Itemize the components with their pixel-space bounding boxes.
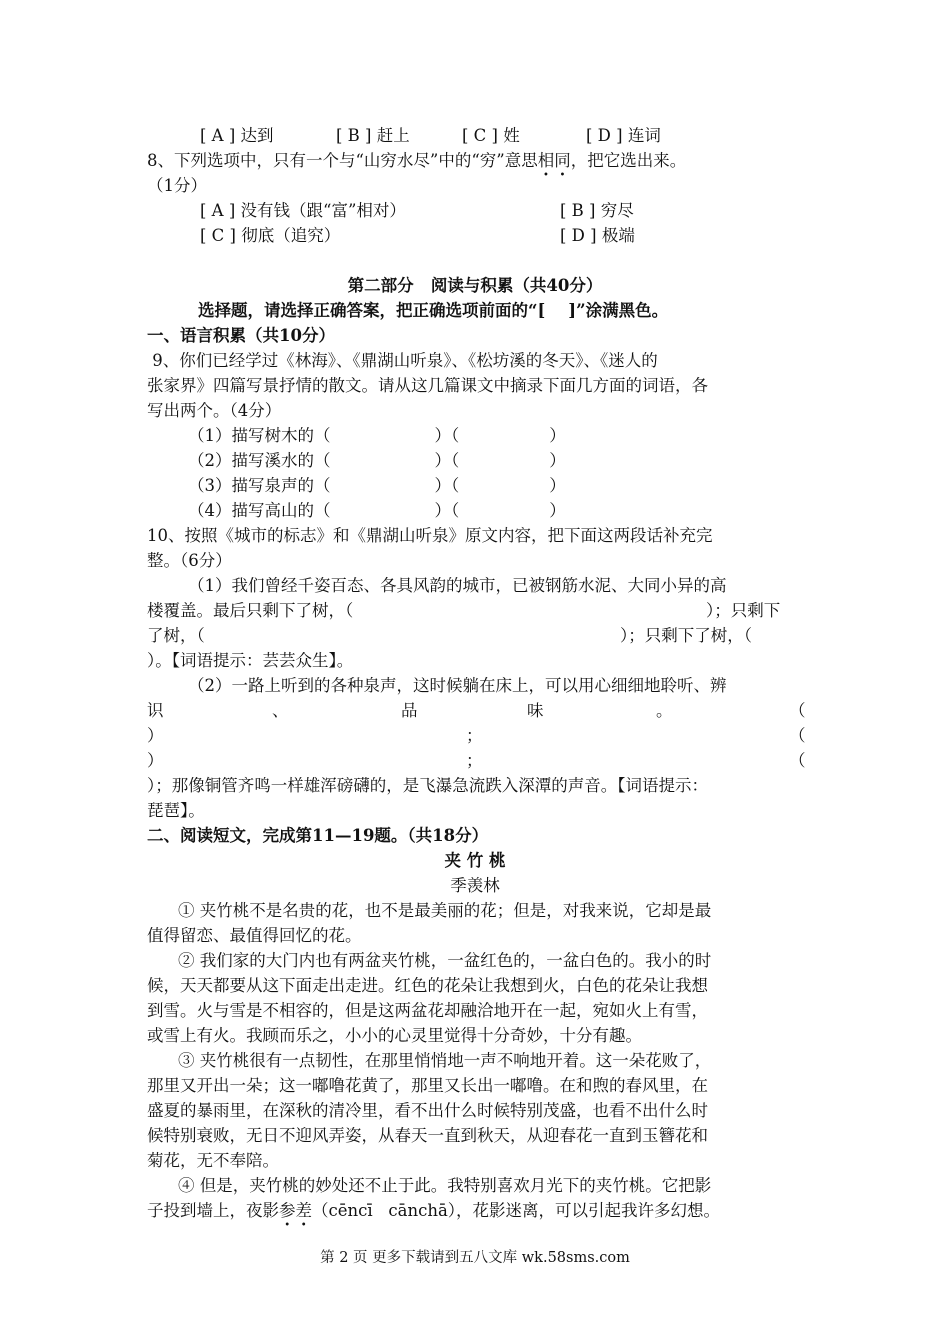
para4-line-1: ④ 但是，夹竹桃的妙处还不止于此。我特别喜欢月光下的夹竹桃。它把影 [178,1176,712,1195]
q8-option-a[interactable]: [ A ] 没有钱（跟“富”相对） [200,201,406,220]
para2-line-1: ② 我们家的大门内也有两盆夹竹桃，一盆红色的，一盆白色的。我小的时 [178,951,712,970]
q7-option-d[interactable]: [ D ] 连词 [586,126,661,145]
q9-item-2: （2）描写溪水的（ ）（ ） [188,451,566,470]
q10-line-2: 整。（6分） [147,551,232,570]
para4-emphasis-char-1: 参 [279,1201,296,1220]
q10-p1-line-3a: 了树，（ [147,626,205,645]
q9-line-1: 9、你们已经学过《林海》、《鼎湖山听泉》、《松坊溪的冬天》、《迷人的 [147,351,658,370]
para3-line-4: 候特别衰败，无日不迎风弄姿，从春天一直到秋天，从迎春花一直到玉簪花和 [147,1126,708,1145]
q10-p2-l4-1: ） [147,751,164,770]
q7-option-b[interactable]: [ B ] 赶上 [336,126,410,145]
passage-title: 夹 竹 桃 [444,851,506,870]
q10-p1-line-3b: ）；只剩下了树，（ [620,626,752,645]
q8-score: （1分） [147,176,207,195]
section2-heading: 二、阅读短文，完成第11—19题。（共18分） [147,826,489,845]
q8-stem [147,149,686,173]
q10-p2-l3-1: ） [147,726,164,745]
para1-line-2: 值得留恋、最值得回忆的花。 [147,926,362,945]
q10-p2-l3-2: ； [466,726,483,745]
part2-instruction: 选择题，请选择正确答案，把正确选项前面的“[ ]”涂满黑色。 [198,301,669,320]
para1-line-1: ① 夹竹桃不是名贵的花，也不是最美丽的花；但是，对我来说，它却是最 [178,901,712,920]
part2-title: 第二部分 阅读与积累（共40分） [347,276,603,295]
q9-item-4: （4）描写高山的（ ）（ ） [188,501,566,520]
q10-p1-line-1: （1）我们曾经千姿百态、各具风韵的城市，已被钢筋水泥、大同小异的高 [188,576,727,595]
q10-p2-l4-3: （ [789,751,806,770]
q10-p1-line-4: ）。【词语提示：芸芸众生】。 [147,651,354,670]
q10-p1-line-2a: 楼覆盖。最后只剩下了树，（ [147,601,354,620]
para2-line-4: 或雪上有火。我顾而乐之，小小的心灵里觉得十分奇妙，十分有趣。 [147,1026,642,1045]
q8-emphasis-char-2: 同 [554,151,571,170]
para4-emphasis-char-2: 差 [295,1201,312,1220]
q8-option-c[interactable]: [ C ] 彻底（追究） [200,226,341,245]
para2-line-2: 候，天天都要从这下面走出走进。红色的花朵让我想到火，白色的花朵让我想 [147,976,708,995]
q10-p2-l2-6: （ [789,701,806,720]
q7-option-c[interactable]: [ C ] 姓 [462,126,520,145]
q10-p2-l2-5: 。 [656,701,673,720]
q9-line-2: 张家界》四篇写景抒情的散文。请从这几篇课文中摘录下面几方面的词语，各 [147,376,708,395]
q8-option-b[interactable]: [ B ] 穷尽 [560,201,634,220]
q10-p2-line-1: （2）一路上听到的各种泉声，这时候躺在床上，可以用心细细地聆听、辨 [188,676,727,695]
q8-emphasis-char-1: 相 [537,151,555,170]
q10-p2-line-6: 琵琶】。 [147,801,205,820]
q10-line-1: 10、按照《城市的标志》和《鼎湖山听泉》原文内容，把下面这两段话补充完 [147,526,713,545]
q7-option-a[interactable]: [ A ] 达到 [200,126,274,145]
para3-line-3: 盛夏的暴雨里，在深秋的清冷里，看不出什么时候特别茂盛，也看不出什么时 [147,1101,708,1120]
q10-p2-l4-2: ； [466,751,483,770]
para4-line-2: 子投到墙上，夜影参差（cēncī cānchā），花影迷离，可以引起我许多幻想。 [147,1201,721,1220]
q8-stem-before: 8、下列选项中，只有一个与“山穷水尽”中的“穷”意思 [147,151,538,170]
q10-p2-l2-1: 识 [147,701,164,720]
q10-p1-line-2b: ）；只剩下 [706,601,781,620]
q8-stem-after: ，把它选出来。 [570,151,687,170]
q10-p2-l3-3: （ [789,726,806,745]
passage-author: 季羡林 [450,876,500,895]
q10-p2-line-5: ）；那像铜管齐鸣一样雄浑磅礴的，是飞瀑急流跌入深潭的声音。【词语提示： [147,776,708,795]
para3-line-2: 那里又开出一朵；这一嘟噜花黄了，那里又长出一嘟噜。在和煦的春风里，在 [147,1076,708,1095]
q9-line-3: 写出两个。（4分） [147,401,282,420]
q10-p2-l2-2: 、 [272,701,289,720]
page-footer: 第 2 页 更多下载请到五八文库 wk.58sms.com [320,1250,630,1266]
q8-option-d[interactable]: [ D ] 极端 [560,226,635,245]
q10-p2-l2-4: 味 [527,701,544,720]
section1-heading: 一、语言积累（共10分） [147,326,335,345]
q9-item-1: （1）描写树木的（ ）（ ） [188,426,566,445]
q9-item-3: （3）描写泉声的（ ）（ ） [188,476,566,495]
q10-p2-l2-3: 品 [401,701,418,720]
para3-line-1: ③ 夹竹桃很有一点韧性，在那里悄悄地一声不响地开着。这一朵花败了， [178,1051,712,1070]
para2-line-3: 到雪。火与雪是不相容的，但是这两盆花却融洽地开在一起，宛如火上有雪， [147,1001,708,1020]
para3-line-5: 菊花，无不奉陪。 [147,1151,279,1170]
